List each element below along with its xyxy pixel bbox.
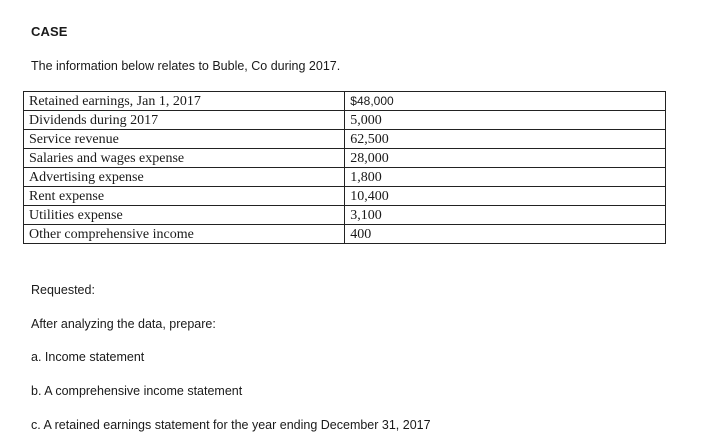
row-value: 5,000 [345, 111, 666, 130]
row-label: Retained earnings, Jan 1, 2017 [24, 92, 345, 111]
financial-data-table [23, 91, 666, 244]
row-value: $48,000 [345, 92, 666, 111]
table-row [24, 92, 666, 111]
table-row [24, 130, 666, 149]
row-value: 62,500 [345, 130, 666, 149]
instruction-text: After analyzing the data, prepare: [31, 317, 216, 331]
table-row [24, 111, 666, 130]
row-value: 28,000 [345, 149, 666, 168]
requested-item-c: c. A retained earnings statement for the year ending December 31, 2017 [31, 418, 431, 432]
table-row [24, 168, 666, 187]
row-value: 3,100 [345, 206, 666, 225]
row-label: Rent expense [24, 187, 345, 206]
row-value: 10,400 [345, 187, 666, 206]
requested-item-a: a. Income statement [31, 350, 145, 364]
table-row [24, 206, 666, 225]
intro-text: The information below relates to Buble, Co during 2017. [31, 59, 341, 73]
row-label: Dividends during 2017 [24, 111, 345, 130]
table-row [24, 187, 666, 206]
row-label: Service revenue [24, 130, 345, 149]
row-label: Other comprehensive income [24, 225, 345, 244]
row-value: 1,800 [345, 168, 666, 187]
row-label: Advertising expense [24, 168, 345, 187]
requested-item-b: b. A comprehensive income statement [31, 384, 243, 398]
table-row [24, 225, 666, 244]
row-value: 400 [345, 225, 666, 244]
row-label: Salaries and wages expense [24, 149, 345, 168]
case-heading: CASE [31, 24, 68, 39]
row-label: Utilities expense [24, 206, 345, 225]
requested-title: Requested: [31, 283, 95, 297]
table-row [24, 149, 666, 168]
